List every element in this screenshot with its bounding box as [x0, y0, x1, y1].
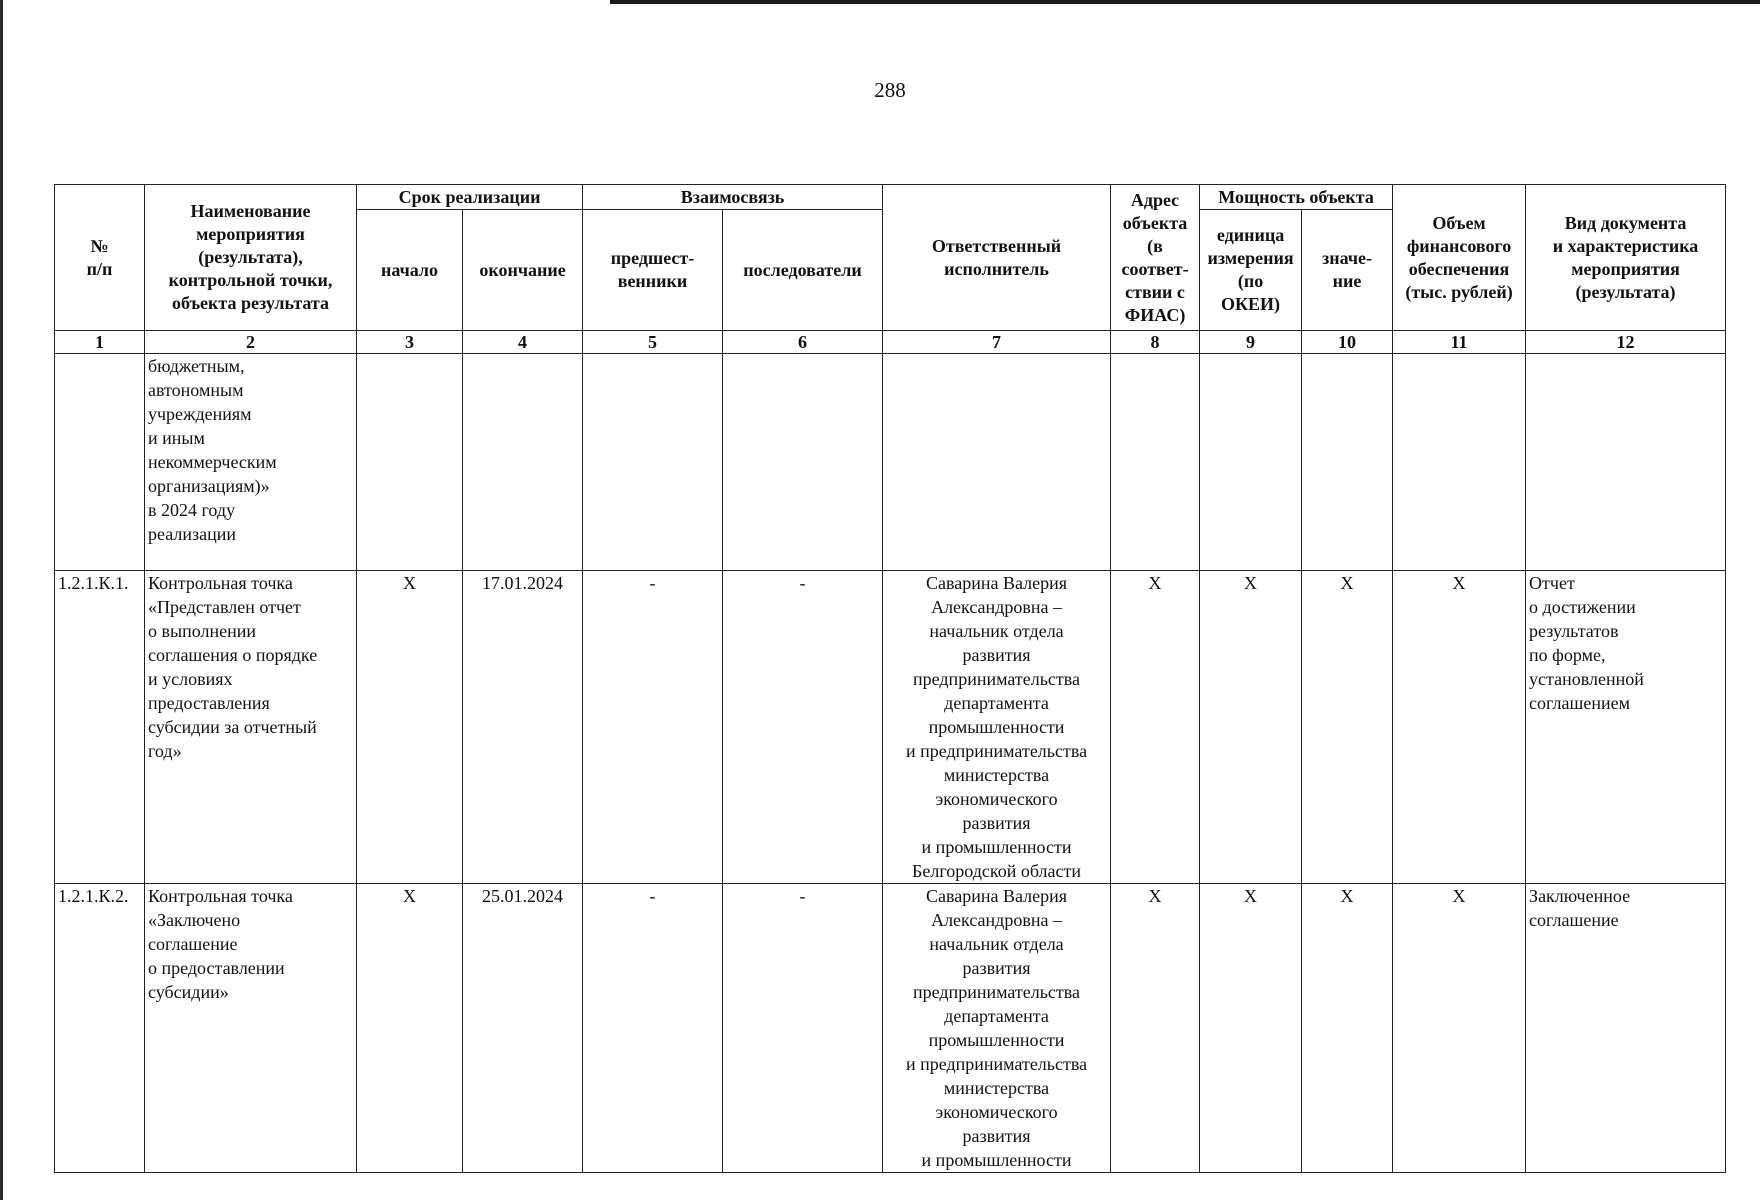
header-start: начало [357, 210, 463, 331]
row-name: Контрольная точка «Представлен отчет о выполнении соглашения о порядке и условиях предоставления субсидии за отчетный год» [145, 571, 357, 884]
row-value: Х [1302, 884, 1393, 1173]
header-unit: единица измерения (по ОКЕИ) [1200, 210, 1302, 331]
column-number: 7 [883, 331, 1111, 354]
row-end [463, 354, 583, 571]
row-num: 1.2.1.К.2. [55, 884, 145, 1173]
column-number: 5 [583, 331, 723, 354]
header-doc-type: Вид документа и характеристика мероприятия (результата) [1526, 185, 1726, 331]
row-successors: - [723, 571, 883, 884]
row-end: 17.01.2024 [463, 571, 583, 884]
row-funding: Х [1393, 571, 1526, 884]
row-unit: Х [1200, 884, 1302, 1173]
row-funding [1393, 354, 1526, 571]
header-period: Срок реализации [357, 185, 583, 210]
row-end: 25.01.2024 [463, 884, 583, 1173]
row-predecessors [583, 354, 723, 571]
column-number: 1 [55, 331, 145, 354]
header-responsible: Ответственный исполнитель [883, 185, 1111, 331]
table-row [55, 884, 1726, 1173]
left-scan-edge [0, 0, 3, 1200]
row-responsible [883, 354, 1111, 571]
implementation-plan-table [54, 184, 1726, 1173]
row-address: Х [1111, 571, 1200, 884]
header-value: значе- ние [1302, 210, 1393, 331]
column-number: 9 [1200, 331, 1302, 354]
table-row [55, 571, 1726, 884]
row-doc [1526, 354, 1726, 571]
column-number: 8 [1111, 331, 1200, 354]
column-number: 6 [723, 331, 883, 354]
row-responsible: Саварина Валерия Александровна – начальник отдела развития предпринимательства департамента промышленности и предпринимательства министерства экономического развития и промышленности Белгородской области [883, 571, 1111, 884]
header-capacity: Мощность объекта [1200, 185, 1393, 210]
row-responsible: Саварина Валерия Александровна – начальник отдела развития предпринимательства департамента промышленности и предпринимательства министерства экономического развития и промышленности [883, 884, 1111, 1173]
header-successors: последователи [723, 210, 883, 331]
header-num: № п/п [55, 185, 145, 331]
header-funding: Объем финансового обеспечения (тыс. рублей) [1393, 185, 1526, 331]
row-start: Х [357, 571, 463, 884]
row-num: 1.2.1.К.1. [55, 571, 145, 884]
column-number: 12 [1526, 331, 1726, 354]
row-value: Х [1302, 571, 1393, 884]
top-scan-rule [610, 0, 1760, 4]
row-address [1111, 354, 1200, 571]
row-start [357, 354, 463, 571]
column-number: 4 [463, 331, 583, 354]
row-doc: Отчет о достижении результатов по форме, установленной соглашением [1526, 571, 1726, 884]
column-number: 2 [145, 331, 357, 354]
page-number: 288 [874, 78, 906, 102]
row-predecessors: - [583, 884, 723, 1173]
row-unit: Х [1200, 571, 1302, 884]
row-successors: - [723, 884, 883, 1173]
header-end: окончание [463, 210, 583, 331]
header-relation: Взаимосвязь [583, 185, 883, 210]
header-name: Наименование мероприятия (результата), контрольной точки, объекта результата [145, 185, 357, 331]
row-address: Х [1111, 884, 1200, 1173]
row-start: Х [357, 884, 463, 1173]
header-predecessors: предшест- венники [583, 210, 723, 331]
row-unit [1200, 354, 1302, 571]
column-number: 3 [357, 331, 463, 354]
header-address: Адрес объекта (в соответ- ствии с ФИАС) [1111, 185, 1200, 331]
table-row [55, 354, 1726, 571]
row-name: бюджетным, автономным учреждениям и иным некоммерческим организациям)» в 2024 году реализации [145, 354, 357, 571]
column-number: 11 [1393, 331, 1526, 354]
row-doc: Заключенное соглашение [1526, 884, 1726, 1173]
row-successors [723, 354, 883, 571]
row-num [55, 354, 145, 571]
row-value [1302, 354, 1393, 571]
column-number: 10 [1302, 331, 1393, 354]
row-name: Контрольная точка «Заключено соглашение о предоставлении субсидии» [145, 884, 357, 1173]
row-funding: Х [1393, 884, 1526, 1173]
row-predecessors: - [583, 571, 723, 884]
